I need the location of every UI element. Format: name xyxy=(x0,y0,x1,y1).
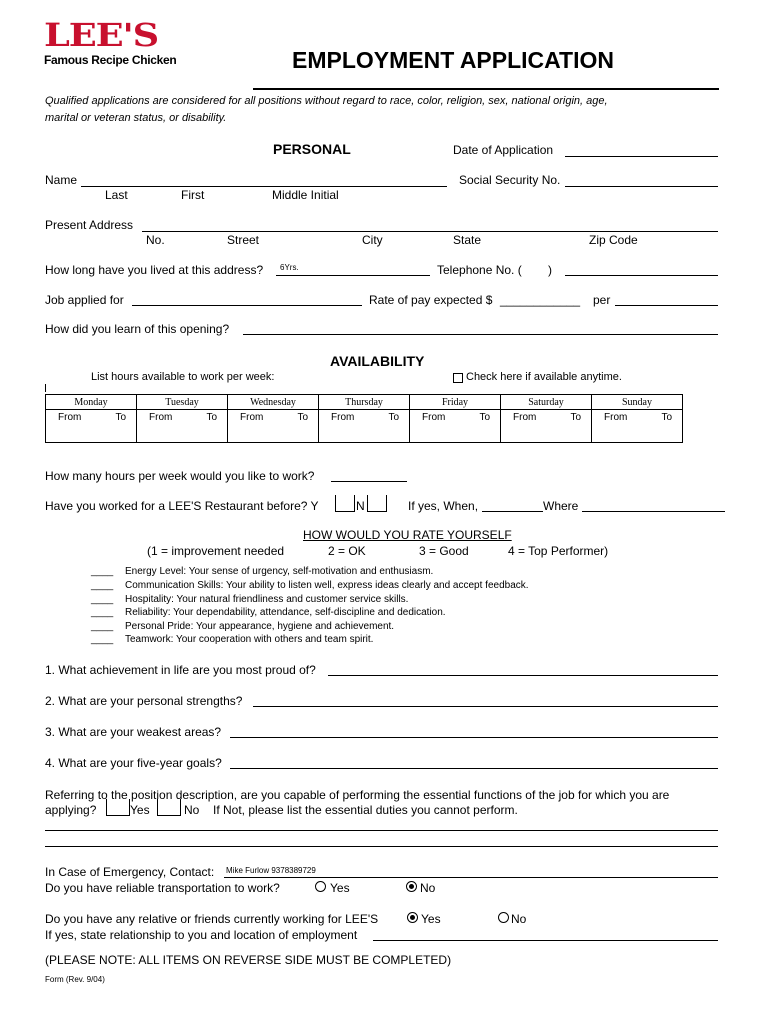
relationship-label: If yes, state relationship to you and location of employment xyxy=(45,928,358,942)
logo-brand: LEE'S xyxy=(44,16,159,54)
hours-cell-monday[interactable] xyxy=(46,410,137,443)
transport-no-label: No xyxy=(420,881,436,895)
day-wednesday: Wednesday xyxy=(228,395,319,410)
rate-item-2: Communication Skills: Your ability to listen well, express ideas clearly and accept feedback. xyxy=(125,580,529,591)
address-sub-state: State xyxy=(453,233,482,247)
to-label: To xyxy=(206,412,217,423)
answer-2-field[interactable] xyxy=(253,706,718,707)
scale-4: 4 = Top Performer) xyxy=(508,544,609,558)
question-3: 3. What are your weakest areas? xyxy=(45,725,222,739)
question-4: 4. What are your five-year goals? xyxy=(45,756,222,770)
relative-no-label: No xyxy=(511,912,527,926)
hours-cell-wednesday[interactable] xyxy=(228,410,319,443)
transport-yes-radio[interactable] xyxy=(315,881,326,892)
phone-paren: ) xyxy=(548,263,552,277)
title-rule xyxy=(253,88,719,90)
how-long-value[interactable]: 6Yrs. xyxy=(280,263,299,272)
name-label: Name xyxy=(45,173,78,187)
from-label: From xyxy=(422,412,446,423)
scale-2: 2 = OK xyxy=(328,544,366,558)
essential-no-label: No xyxy=(184,803,200,817)
ssn-field[interactable] xyxy=(565,186,718,187)
worked-no-label: N xyxy=(356,499,365,513)
personal-header: PERSONAL xyxy=(273,141,351,157)
applying-label: applying? xyxy=(45,803,97,817)
how-long-field[interactable] xyxy=(276,275,430,276)
relative-question: Do you have any relative or friends currently working for LEE'S xyxy=(45,912,379,926)
from-label: From xyxy=(240,412,264,423)
rate-label: Rate of pay expected $ xyxy=(369,293,493,307)
rate-blank-1[interactable]: ____ xyxy=(91,566,114,577)
to-label: To xyxy=(115,412,126,423)
how-long-label: How long have you lived at this address? xyxy=(45,263,264,277)
from-label: From xyxy=(331,412,355,423)
rate-blank-5[interactable]: ____ xyxy=(91,621,114,632)
rate-header: HOW WOULD YOU RATE YOURSELF xyxy=(303,528,512,542)
disclaimer-line-1: Qualified applications are considered for all positions without regard to race, color, religion, sex, national origin, age, xyxy=(45,95,608,107)
to-label: To xyxy=(297,412,308,423)
duties-line-2[interactable] xyxy=(45,846,718,847)
day-tuesday: Tuesday xyxy=(137,395,228,410)
rate-blank-2[interactable]: ____ xyxy=(91,580,114,591)
from-label: From xyxy=(604,412,628,423)
emergency-field[interactable] xyxy=(224,877,718,878)
rate-item-5: Personal Pride: Your appearance, hygiene and achievement. xyxy=(125,621,395,632)
learn-label: How did you learn of this opening? xyxy=(45,322,230,336)
rate-blank-6[interactable]: ____ xyxy=(91,634,114,645)
worked-yes-box[interactable] xyxy=(335,495,355,512)
phone-field[interactable] xyxy=(565,275,718,276)
hours-cell-sunday[interactable] xyxy=(592,410,683,443)
rate-item-3: Hospitality: Your natural friendliness and customer service skills. xyxy=(125,594,409,605)
date-label: Date of Application xyxy=(453,143,554,157)
relationship-field[interactable] xyxy=(373,940,718,941)
per-field[interactable] xyxy=(615,305,718,306)
rate-item-4: Reliability: Your dependability, attendance, self-discipline and dedication. xyxy=(125,607,446,618)
when-label: If yes, When, xyxy=(408,499,479,513)
from-label: From xyxy=(149,412,173,423)
day-sunday: Sunday xyxy=(592,395,683,410)
anytime-checkbox[interactable] xyxy=(453,373,463,383)
to-label: To xyxy=(479,412,490,423)
essential-no-box[interactable] xyxy=(157,799,181,816)
question-1: 1. What achievement in life are you most proud of? xyxy=(45,663,316,677)
transport-yes-label: Yes xyxy=(330,881,350,895)
answer-1-field[interactable] xyxy=(328,675,718,676)
scale-3: 3 = Good xyxy=(419,544,469,558)
page-title: EMPLOYMENT APPLICATION xyxy=(292,47,614,73)
rate-field[interactable]: ____________ xyxy=(500,293,581,307)
hours-cell-tuesday[interactable] xyxy=(137,410,228,443)
emergency-value[interactable]: Mike Furlow 9378389729 xyxy=(226,866,316,875)
answer-3-field[interactable] xyxy=(230,737,718,738)
name-sub-last: Last xyxy=(105,188,128,202)
address-sub-city: City xyxy=(362,233,383,247)
worked-question: Have you worked for a LEE'S Restaurant before? Y xyxy=(45,499,319,513)
transport-question: Do you have reliable transportation to work? xyxy=(45,881,280,895)
relative-no-radio[interactable] xyxy=(498,912,509,923)
relative-yes-label: Yes xyxy=(421,912,441,926)
from-label: From xyxy=(58,412,82,423)
logo-tagline: Famous Recipe Chicken xyxy=(44,53,177,67)
address-sub-no: No. xyxy=(146,233,165,247)
address-sub-street: Street xyxy=(227,233,260,247)
address-field[interactable] xyxy=(142,231,718,232)
hours-field[interactable] xyxy=(331,481,407,482)
essential-question: Referring to the position description, are you capable of performing the essential functions of the job for which you are xyxy=(45,788,670,802)
name-sub-middle: Middle Initial xyxy=(272,188,339,202)
address-label: Present Address xyxy=(45,218,134,232)
essential-ifnot: If Not, please list the essential duties you cannot perform. xyxy=(213,803,518,817)
disclaimer-line-2: marital or veteran status, or disability. xyxy=(45,112,227,124)
duties-line-1[interactable] xyxy=(45,830,718,831)
address-sub-zip: Zip Code xyxy=(589,233,638,247)
per-label: per xyxy=(593,293,611,307)
learn-field[interactable] xyxy=(243,334,718,335)
relative-yes-radio[interactable] xyxy=(407,912,418,923)
anytime-label: Check here if available anytime. xyxy=(466,371,622,383)
job-field[interactable] xyxy=(132,305,362,306)
when-field[interactable] xyxy=(482,511,543,512)
day-thursday: Thursday xyxy=(319,395,410,410)
answer-4-field[interactable] xyxy=(230,768,718,769)
hours-question: How many hours per week would you like to work? xyxy=(45,469,315,483)
day-friday: Friday xyxy=(410,395,501,410)
question-2: 2. What are your personal strengths? xyxy=(45,694,243,708)
transport-no-radio[interactable] xyxy=(406,881,417,892)
essential-yes-label: Yes xyxy=(130,803,150,817)
rate-blank-3[interactable]: ____ xyxy=(91,594,114,605)
date-field[interactable] xyxy=(565,156,718,157)
hours-cell-saturday[interactable] xyxy=(501,410,592,443)
worked-no-box[interactable] xyxy=(367,495,387,512)
where-label: Where xyxy=(543,499,579,513)
availability-header: AVAILABILITY xyxy=(330,353,425,369)
day-monday: Monday xyxy=(46,395,137,410)
hours-cell-friday[interactable] xyxy=(410,410,501,443)
availability-table xyxy=(45,394,683,443)
to-label: To xyxy=(570,412,581,423)
table-tick xyxy=(45,384,46,392)
to-label: To xyxy=(661,412,672,423)
where-field[interactable] xyxy=(582,511,725,512)
name-field[interactable] xyxy=(81,186,447,187)
to-label: To xyxy=(388,412,399,423)
from-label: From xyxy=(513,412,537,423)
phone-label: Telephone No. ( xyxy=(437,263,522,277)
name-sub-first: First xyxy=(181,188,205,202)
rate-item-6: Teamwork: Your cooperation with others and team spirit. xyxy=(125,634,374,645)
rate-blank-4[interactable]: ____ xyxy=(91,607,114,618)
job-label: Job applied for xyxy=(45,293,124,307)
hours-cell-thursday[interactable] xyxy=(319,410,410,443)
hours-list-label: List hours available to work per week: xyxy=(91,371,275,383)
form-revision: Form (Rev. 9/04) xyxy=(45,975,105,984)
essential-yes-box[interactable] xyxy=(106,799,130,816)
day-saturday: Saturday xyxy=(501,395,592,410)
emergency-label: In Case of Emergency, Contact: xyxy=(45,865,215,879)
scale-1: (1 = improvement needed xyxy=(147,544,285,558)
ssn-label: Social Security No. xyxy=(459,173,561,187)
reverse-note: (PLEASE NOTE: ALL ITEMS ON REVERSE SIDE MUST BE COMPLETED) xyxy=(45,953,452,967)
rate-item-1: Energy Level: Your sense of urgency, self-motivation and enthusiasm. xyxy=(125,566,434,577)
